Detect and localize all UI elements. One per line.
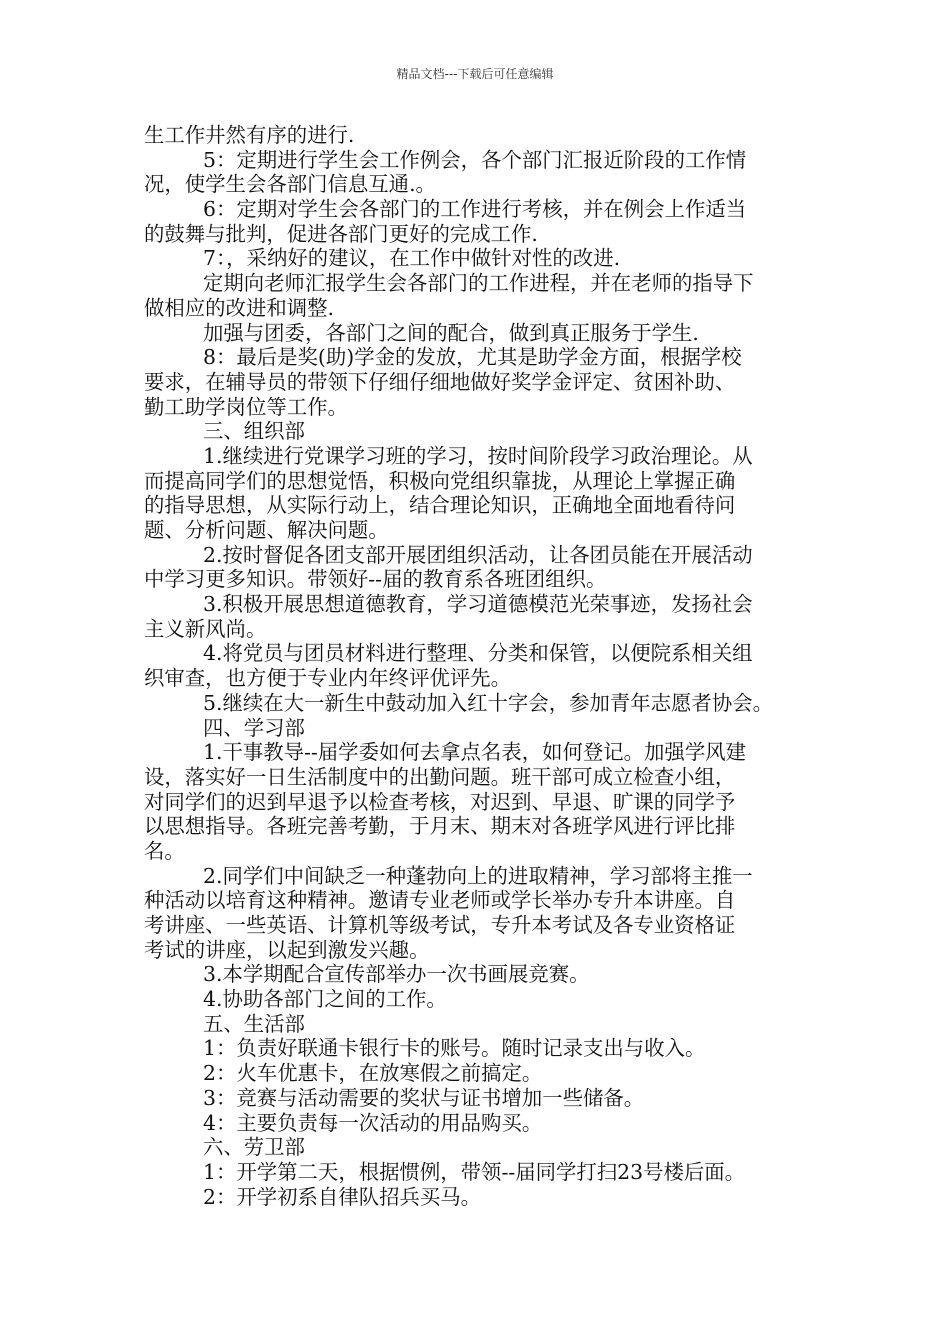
text-line: 况，使学生会各部门信息互通.。 (144, 172, 436, 197)
text-line: 种活动以培育这种精神。邀请专业老师或学长举办专升本讲座。自 (144, 888, 736, 913)
text-line: 五、生活部 (203, 1011, 305, 1036)
text-line: 4.将党员与团员材料进行整理、分类和保管，以便院系相关组 (203, 641, 753, 666)
text-line: 生工作井然有序的进行. (144, 123, 355, 147)
text-line: 中学习更多知识。带领好--届的教育系各班团组织。 (144, 567, 607, 592)
text-line: 5.继续在大一新生中鼓动加入红十字会，参加青年志愿者协会。 (203, 690, 773, 715)
text-line: 8：最后是奖(助)学金的发放，尤其是助学金方面，根据学校 (203, 345, 742, 370)
text-line: 1：开学第二天，根据惯例，带领--届同学打扫23号楼后面。 (203, 1159, 746, 1184)
text-line: 4.协助各部门之间的工作。 (203, 987, 447, 1012)
text-line: 以思想指导。各班完善考勤，于月末、期末对各班学风进行评比排 (144, 814, 736, 839)
text-line: 主义新风尚。 (144, 616, 267, 641)
text-line: 定期向老师汇报学生会各部门的工作进程，并在老师的指导下 (203, 271, 754, 296)
text-line: 2：火车优惠卡，在放寒假之前搞定。 (203, 1061, 543, 1086)
text-line: 题、分析问题、解决问题。 (144, 518, 389, 542)
page-header: 精品文档---下载后可任意编辑 (396, 67, 554, 81)
text-line: 做相应的改进和调整. (144, 295, 334, 320)
text-line: 加强与团委，各部门之间的配合，做到真正服务于学生. (203, 320, 699, 345)
text-line: 考试的讲座，以起到激发兴趣。 (144, 937, 430, 962)
text-line: 四、学习部 (203, 715, 305, 740)
text-line: 名。 (144, 838, 185, 863)
text-line: 而提高同学们的思想觉悟，积极向党组织靠拢，从理论上掌握正确 (144, 468, 736, 493)
text-line: 2.按时督促各团支部开展团组织活动，让各团员能在开展活动 (203, 542, 753, 567)
text-line: 2：开学初系自律队招兵买马。 (203, 1184, 482, 1209)
text-line: 5：定期进行学生会工作例会，各个部门汇报近阶段的工作情 (203, 147, 747, 172)
text-line: 考讲座、一些英语、计算机等级考试，专升本考试及各专业资格证 (144, 913, 736, 937)
text-line: 设，落实好一日生活制度中的出勤问题。班干部可成立检查小组， (144, 764, 736, 789)
text-line: 4：主要负责每一次活动的用品购买。 (203, 1110, 543, 1135)
text-line: 1.继续进行党课学习班的学习，按时间阶段学习政治理论。从 (203, 443, 753, 468)
text-line: 的指导思想，从实际行动上，结合理论知识，正确地全面地看待问 (144, 493, 736, 518)
text-line: 3：竞赛与活动需要的奖状与证书增加一些储备。 (203, 1085, 645, 1110)
text-line: 六、劳卫部 (203, 1135, 305, 1160)
text-line: 7：，采纳好的建议，在工作中做针对性的改进. (203, 246, 621, 271)
text-line: 1.干事教导--届学委如何去拿点名表，如何登记。加强学风建 (203, 740, 746, 765)
text-line: 3.积极开展思想道德教育，学习道德模范光荣事迹，发扬社会 (203, 592, 753, 617)
text-line: 1：负责好联通卡银行卡的账号。随时记录支出与收入。 (203, 1036, 706, 1061)
text-line: 6：定期对学生会各部门的工作进行考核，并在例会上作适当 (203, 197, 747, 222)
text-line: 2.同学们中间缺乏一种蓬勃向上的进取精神，学习部将主推一 (203, 863, 753, 888)
text-line: 三、组织部 (203, 419, 305, 444)
text-line: 要求，在辅导员的带领下仔细仔细地做好奖学金评定、贫困补助、 (144, 369, 736, 394)
text-line: 对同学们的迟到早退予以检查考核，对迟到、早退、旷课的同学予 (144, 789, 736, 814)
text-line: 的鼓舞与批判，促进各部门更好的完成工作. (144, 221, 538, 246)
text-line: 3.本学期配合宣传部举办一次书画展竞赛。 (203, 962, 590, 987)
document-body (144, 123, 816, 1209)
text-line: 织审查，也方便于专业内年终评优评先。 (144, 666, 512, 691)
text-line: 勤工助学岗位等工作。 (144, 394, 348, 419)
